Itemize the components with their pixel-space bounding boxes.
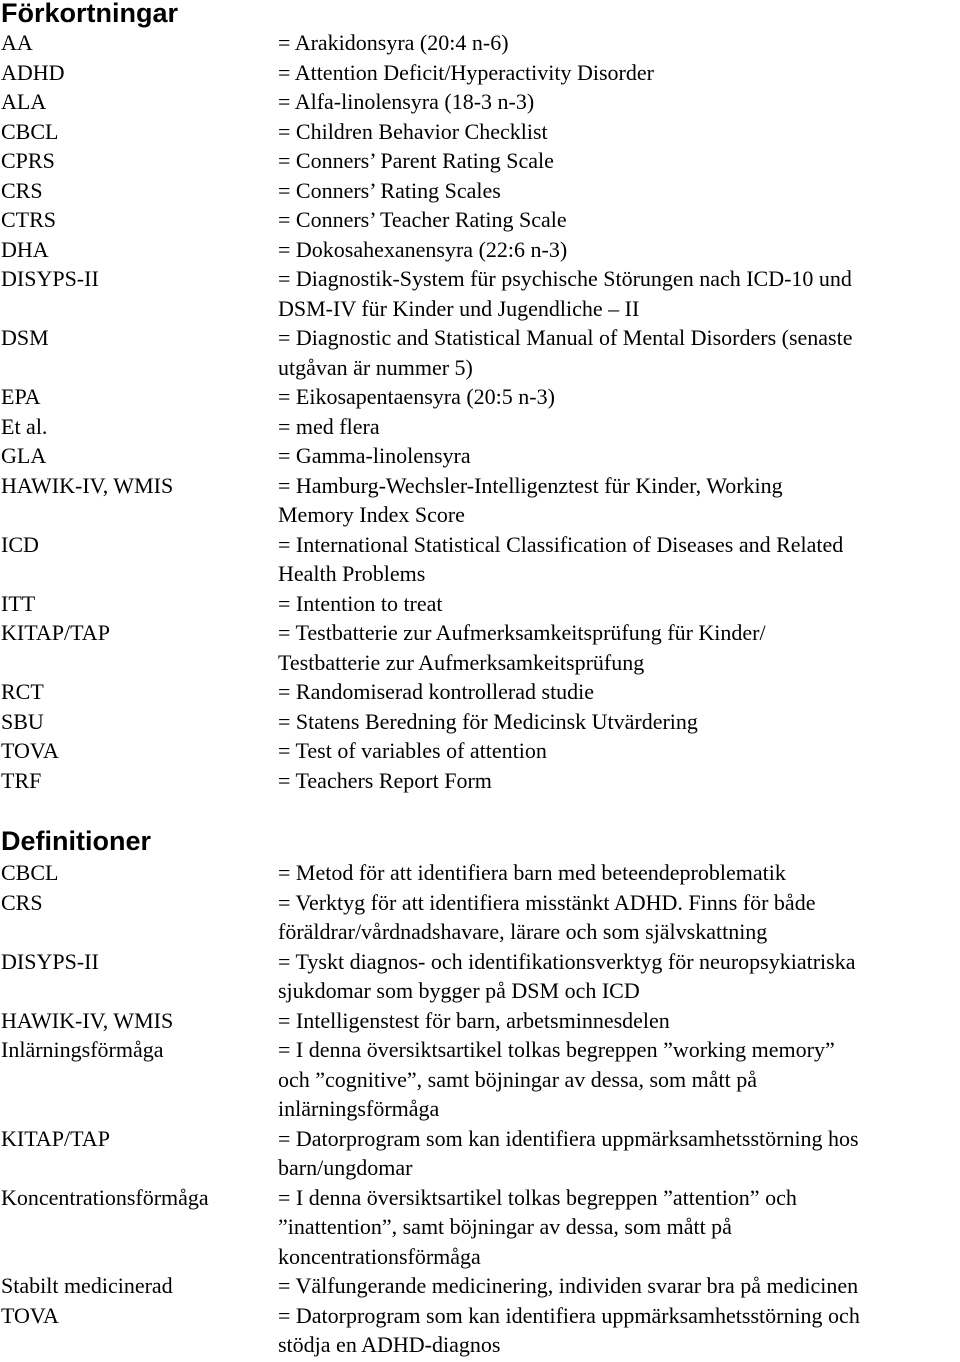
abbreviation-row xyxy=(0,382,960,412)
description-line: = I denna översiktsartikel tolkas begreppen ”attention” och xyxy=(278,1184,797,1210)
term-description xyxy=(278,235,960,265)
description-line: föräldrar/vårdnadshavare, lärare och som självskattning xyxy=(278,919,768,944)
description-line: koncentrationsförmåga xyxy=(278,1243,481,1269)
description-line: = Diagnostik-System für psychische Störungen nach ICD-10 und xyxy=(278,266,852,291)
term-label: HAWIK-IV, WMIS xyxy=(1,1007,174,1033)
term-description xyxy=(278,707,960,737)
description-line: Health Problems xyxy=(278,561,426,586)
abbreviations-list xyxy=(0,28,960,795)
term-label: DISYPS-II xyxy=(1,266,99,291)
description-line: = Arakidonsyra (20:4 n-6) xyxy=(278,30,509,55)
description-line: = Dokosahexanensyra (22:6 n-3) xyxy=(278,236,568,262)
term-label: Inlärningsförmåga xyxy=(1,1037,164,1062)
term-description xyxy=(278,858,960,888)
abbreviation-row xyxy=(0,176,960,206)
abbreviation-row xyxy=(0,766,960,796)
description-line: = International Statistical Classification of Diseases and Related xyxy=(278,531,844,557)
term-description xyxy=(278,323,960,382)
term-description xyxy=(278,736,960,766)
definition-row xyxy=(0,1006,960,1036)
description-line: Memory Index Score xyxy=(278,502,465,527)
term-description xyxy=(278,382,960,412)
term-label: RCT xyxy=(1,679,44,704)
term-description xyxy=(278,1183,960,1272)
abbreviation-row xyxy=(0,58,960,88)
description-line: = med flera xyxy=(278,413,380,439)
term-description xyxy=(278,947,960,1006)
description-line: = Eikosapentaensyra (20:5 n-3) xyxy=(278,384,555,409)
abbreviation-row xyxy=(0,323,960,382)
term-description xyxy=(278,888,960,947)
description-line: = Verktyg för att identifiera misstänkt ADHD. Finns för både xyxy=(278,889,816,915)
term-description xyxy=(278,412,960,442)
term-label: ITT xyxy=(1,590,36,616)
term-label: TOVA xyxy=(1,1302,59,1328)
description-line: = Diagnostic and Statistical Manual of Mental Disorders (senaste xyxy=(278,325,853,350)
term-label: CRS xyxy=(1,177,43,203)
description-line: = Teachers Report Form xyxy=(278,767,492,793)
term-description xyxy=(278,146,960,176)
definition-row xyxy=(0,888,960,947)
description-line: = Conners’ Parent Rating Scale xyxy=(278,148,554,173)
term-description xyxy=(278,264,960,323)
term-label: DSM xyxy=(1,325,49,350)
term-label: CBCL xyxy=(1,860,59,885)
term-label: CRS xyxy=(1,889,43,915)
description-line: = Metod för att identifiera barn med beteendeproblematik xyxy=(278,860,786,885)
description-line: = Hamburg-Wechsler-Intelligenztest für Kinder, Working xyxy=(278,472,783,498)
term-description xyxy=(278,117,960,147)
term-label: Koncentrationsförmåga xyxy=(1,1184,209,1210)
abbreviation-row xyxy=(0,677,960,707)
definitions-heading: Definitioner xyxy=(1,826,152,856)
description-line: stödja en ADHD-diagnos xyxy=(278,1332,501,1357)
description-line: = Statens Beredning för Medicinsk Utvärdering xyxy=(278,708,698,734)
term-label: GLA xyxy=(1,443,47,468)
description-line: = Alfa-linolensyra (18-3 n-3) xyxy=(278,89,535,114)
abbreviations-heading: Förkortningar xyxy=(1,0,179,28)
definition-row xyxy=(0,1301,960,1360)
term-label: EPA xyxy=(1,384,41,409)
term-label: TOVA xyxy=(1,738,59,763)
term-description xyxy=(278,618,960,677)
term-label: KITAP/TAP xyxy=(1,1125,110,1151)
description-line: = Children Behavior Checklist xyxy=(278,118,548,144)
definition-row xyxy=(0,947,960,1006)
abbreviation-row xyxy=(0,235,960,265)
term-description xyxy=(278,471,960,530)
term-description xyxy=(278,58,960,88)
term-description xyxy=(278,87,960,117)
description-line: inlärningsförmåga xyxy=(278,1096,440,1121)
term-label: CTRS xyxy=(1,207,57,232)
term-label: CPRS xyxy=(1,148,55,173)
term-label: ICD xyxy=(1,531,39,557)
term-description xyxy=(278,176,960,206)
term-description xyxy=(278,205,960,235)
term-description xyxy=(278,28,960,58)
term-label: ADHD xyxy=(1,59,65,85)
description-line: = Testbatterie zur Aufmerksamkeitsprüfung für Kinder/ xyxy=(278,620,766,645)
term-label: TRF xyxy=(1,767,42,793)
description-line: = Conners’ Rating Scales xyxy=(278,177,501,203)
description-line: = Conners’ Teacher Rating Scale xyxy=(278,207,567,232)
description-line: = I denna översiktsartikel tolkas begreppen ”working memory” xyxy=(278,1037,835,1062)
abbreviation-row xyxy=(0,618,960,677)
abbreviation-row xyxy=(0,707,960,737)
description-line: = Gamma-linolensyra xyxy=(278,443,471,468)
term-label: KITAP/TAP xyxy=(1,620,110,645)
description-line: = Datorprogram som kan identifiera uppmärksamhetsstörning och xyxy=(278,1302,860,1328)
abbreviation-row xyxy=(0,117,960,147)
description-line: ”inattention”, samt böjningar av dessa, som mått på xyxy=(278,1214,732,1239)
definitions-list xyxy=(0,858,960,1360)
description-line: utgåvan är nummer 5) xyxy=(278,354,473,380)
term-label: HAWIK-IV, WMIS xyxy=(1,472,174,498)
term-label: Stabilt medicinerad xyxy=(1,1273,173,1298)
definition-row xyxy=(0,1271,960,1301)
abbreviation-row xyxy=(0,146,960,176)
description-line: DSM-IV für Kinder und Jugendliche – II xyxy=(278,295,640,321)
description-line: Testbatterie zur Aufmerksamkeitsprüfung xyxy=(278,649,645,675)
abbreviation-row xyxy=(0,589,960,619)
term-label: DISYPS-II xyxy=(1,948,99,974)
abbreviation-row xyxy=(0,205,960,235)
term-label: CBCL xyxy=(1,118,59,144)
definition-row xyxy=(0,1183,960,1272)
description-line: = Välfungerande medicinering, individen svarar bra på medicinen xyxy=(278,1273,859,1298)
term-description xyxy=(278,766,960,796)
definition-row xyxy=(0,1124,960,1183)
term-label: SBU xyxy=(1,708,44,734)
term-description xyxy=(278,1006,960,1036)
abbreviation-row xyxy=(0,264,960,323)
description-line: = Test of variables of attention xyxy=(278,738,547,763)
abbreviation-row xyxy=(0,736,960,766)
term-label: Et al. xyxy=(1,413,48,439)
abbreviation-row xyxy=(0,412,960,442)
term-description xyxy=(278,1301,960,1360)
term-label: ALA xyxy=(1,89,47,114)
definition-row xyxy=(0,1035,960,1124)
abbreviation-row xyxy=(0,28,960,58)
abbreviation-row xyxy=(0,441,960,471)
term-description xyxy=(278,1271,960,1301)
term-description xyxy=(278,530,960,589)
description-line: = Tyskt diagnos- och identifikationsverktyg för neuropsykiatriska xyxy=(278,948,856,974)
description-line: och ”cognitive”, samt böjningar av dessa, som mått på xyxy=(278,1066,757,1092)
term-description xyxy=(278,1035,960,1124)
term-label: AA xyxy=(1,30,33,55)
term-description xyxy=(278,589,960,619)
description-line: = Attention Deficit/Hyperactivity Disorder xyxy=(278,59,654,85)
description-line: = Intelligenstest för barn, arbetsminnesdelen xyxy=(278,1007,670,1033)
description-line: = Datorprogram som kan identifiera uppmärksamhetsstörning hos xyxy=(278,1125,859,1151)
term-description xyxy=(278,677,960,707)
term-description xyxy=(278,1124,960,1183)
definition-row xyxy=(0,858,960,888)
abbreviation-row xyxy=(0,530,960,589)
description-line: = Randomiserad kontrollerad studie xyxy=(278,679,595,704)
abbreviation-row xyxy=(0,87,960,117)
term-label: DHA xyxy=(1,236,49,262)
description-line: = Intention to treat xyxy=(278,590,443,616)
abbreviation-row xyxy=(0,471,960,530)
term-description xyxy=(278,441,960,471)
description-line: sjukdomar som bygger på DSM och ICD xyxy=(278,978,640,1003)
description-line: barn/ungdomar xyxy=(278,1155,413,1180)
